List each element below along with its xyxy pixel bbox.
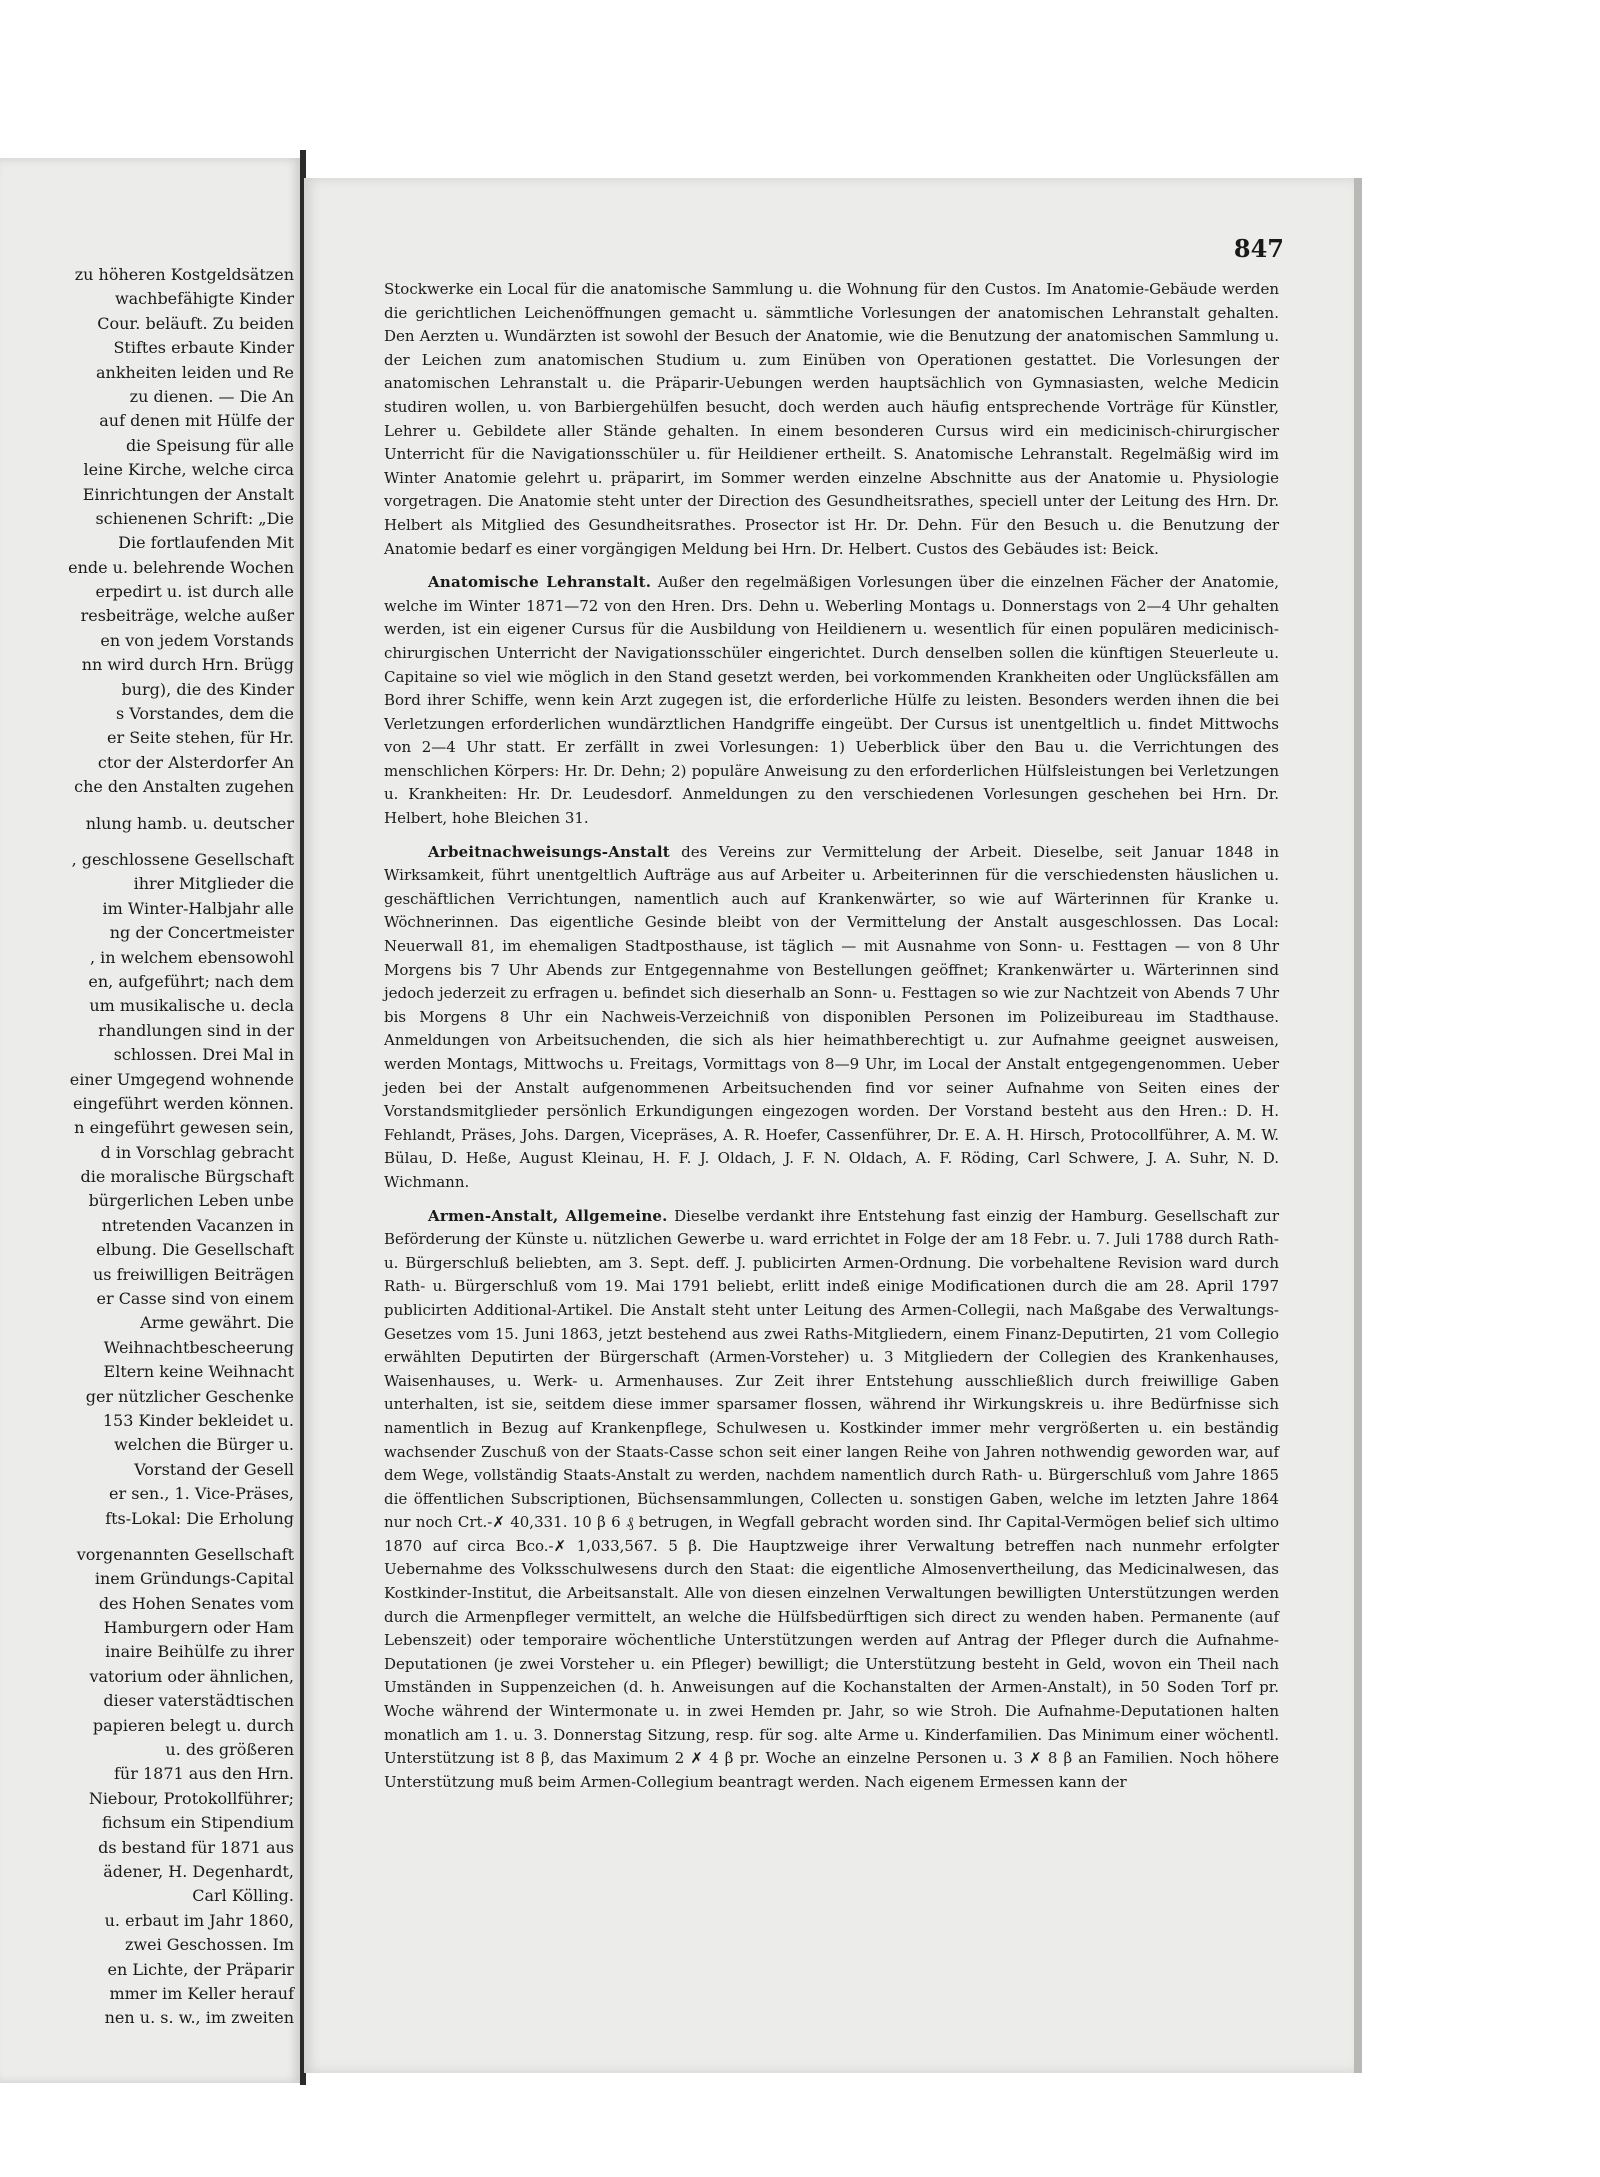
text-line: zu dienen. — Die An	[129, 386, 294, 406]
text-line: um musikalische u. decla	[89, 996, 294, 1016]
entry-heading: Armen-Anstalt, Allgemeine.	[428, 1206, 668, 1225]
text-line: Eltern keine Weihnacht	[103, 1362, 294, 1382]
entry-paragraph	[384, 571, 1279, 831]
text-line: Hamburgern oder Ham	[103, 1618, 294, 1638]
text-line: bürgerlichen Leben unbe	[88, 1191, 294, 1211]
text-line: im Winter-Halbjahr alle	[102, 898, 294, 918]
line-gap	[0, 1531, 294, 1543]
text-line: vorgenannten Gesellschaft	[76, 1544, 294, 1564]
text-line: mmer im Keller herauf	[109, 1983, 294, 2003]
text-line: ctor der Alsterdorfer An	[97, 752, 294, 772]
text-line: fts-Lokal: Die Erholung	[105, 1508, 294, 1528]
page-edge-shadow	[1354, 178, 1362, 2073]
text-line: inem Gründungs-Capital	[94, 1569, 294, 1589]
text-line: inaire Beihülfe zu ihrer	[105, 1642, 294, 1662]
page-number: 847	[1233, 234, 1284, 263]
text-line: nn wird durch Hrn. Brügg	[81, 655, 294, 675]
text-line: schlossen. Drei Mal in	[113, 1045, 294, 1065]
text-line: 153 Kinder bekleidet u.	[102, 1410, 294, 1430]
text-line: welchen die Bürger u.	[114, 1435, 294, 1455]
text-line: ds bestand für 1871 aus	[98, 1837, 294, 1857]
text-line: che den Anstalten zugehen	[74, 777, 294, 797]
text-line: Niebour, Protokollführer;	[88, 1788, 294, 1808]
text-line: elbung. Die Gesellschaft	[96, 1240, 294, 1260]
text-line: Stiftes erbaute Kinder	[113, 338, 294, 358]
text-line: s Vorstandes, dem die	[115, 704, 294, 724]
line-gap	[0, 836, 294, 848]
text-line: fichsum ein Stipendium	[101, 1813, 294, 1833]
text-line: auf denen mit Hülfe der	[99, 411, 294, 431]
line-gap	[0, 800, 294, 812]
text-line: schienenen Schrift: „Die	[95, 508, 294, 528]
text-line: zu höheren Kostgeldsätzen	[74, 265, 294, 284]
entry-heading: Anatomische Lehranstalt.	[428, 573, 652, 592]
text-line: n eingeführt gewesen sein,	[74, 1118, 294, 1138]
entry-body: Dieselbe verdankt ihre Entstehung fast einzig der Hamburg. Gesellschaft zur Beförderung der Künste u. nützlichen Gewerbe u. ward errichtet in Folge der am 18 Febr. u. 7. Juli 1788 durch Rath- u. Bürgerschluß beliebten, am 3. Sept. deff. J. publicirten Armen-Ordnung. Die vorbehaltene Revision ward durch Rath- u. Bürgerschluß vom 19. Mai 1791 beliebt, erlitt indeß einige Modificationen durch die am 28. April 1797 publicirten Additional-Artikel. Die Anstalt steht unter Leitung des Armen-Collegii, nach Maßgabe des Verwaltungs-Gesetzes vom 15. Juni 1863, jetzt bestehend aus zwei Raths-Mitgliedern, einem Finanz-Deputirten, 21 vom Collegio erwählten Deputirten der Bürgerschaft (Armen-Vorsteher) u. 3 Mitgliedern der Collegien des Krankenhauses, Waisenhauses, u. Werk- u. Armenhauses. Zur Zeit ihrer Entstehung ausschließlich durch freiwillige Gaben unterhalten, ist sie, seitdem diese immer sparsamer flossen, während ihr Wirkungskreis u. ihre Bedürfnisse sich namentlich in Bezug auf Krankenpflege, Schulwesen u. Kostkinder immer mehr vergrößerten u. ein beständig wachsender Zuschuß von der Staats-Casse schon seit einer langen Reihe von Jahren nothwendig geworden war, auf dem Wege, vollständig Staats-Anstalt zu werden, nachdem namentlich durch Rath- u. Bürgerschluß vom Jahre 1865 die öffentlichen Subscriptionen, Büchsensammlungen, Collecten u. sonstigen Gaben, welche im letzten Jahre 1864 nur noch Crt.-✗ 40,331. 10 β 6 ₰ betrugen, in Wegfall gebracht worden sind. Ihr Capital-Vermögen belief sich ultimo 1870 auf circa Bco.-✗ 1,033,567. 5 β. Die Hauptzweige ihrer Verwaltung betreffen nach nunmehr erfolgter Uebernahme des Volksschulwesens durch den Staat: die eigentliche Almosenvertheilung, das Medicinalwesen, das Kostkinder-Institut, die Arbeitsanstalt. Alle von diesen einzelnen Verwaltungen bewilligten Unterstützungen werden durch die Armenpfleger vermittelt, an welche die Hülfsbedürftigen sich direct zu wenden haben. Permanente (auf Lebenszeit) oder temporaire wöchentliche Unterstützungen werden auf Antrag der Pfleger durch die Aufnahme-Deputationen (je zwei Vorsteher u. ein Pfleger) bewilligt; die Unterstützung besteht in Geld, wovon ein Theil nach Umständen in Suppenzeichen (d. h. Anweisungen auf die Kochanstalten der Armen-Anstalt), in 50 Soden Torf pr. Woche während der Wintermonate u. in zwei Hemden pr. Jahr, so wie Stroh. Die Aufnahme-Deputationen halten monatlich am 1. u. 3. Donnerstag Sitzung, resp. für sog. alte Arme u. Kinderfamilien. Das Minimum einer wöchentl. Unterstützung ist 8 β, das Maximum 2 ✗ 4 β pr. Woche an einzelne Personen u. 3 ✗ 8 β an Familien. Noch höhere Unterstützung muß beim Armen-Collegium beantragt werden. Nach eigenem Ermessen kann der	[384, 1206, 1279, 1791]
entry-paragraph	[384, 1205, 1279, 1795]
text-line: resbeiträge, welche außer	[80, 606, 294, 626]
text-line: , geschlossene Gesellschaft	[71, 849, 294, 869]
text-line: zwei Geschossen. Im	[124, 1935, 294, 1955]
text-line: ädener, H. Degenhardt,	[103, 1862, 294, 1881]
text-line: , in welchem ebensowohl	[89, 947, 294, 967]
left-column-text	[0, 263, 294, 2031]
text-line: u. des größeren	[165, 1740, 294, 1760]
text-line: us freiwilligen Beiträgen	[93, 1264, 294, 1284]
text-line: ger nützlicher Geschenke	[85, 1386, 294, 1406]
text-line: Weihnachtbescheerung	[103, 1337, 294, 1357]
text-line: ankheiten leiden und Re	[96, 362, 294, 382]
entry-body: Außer den regelmäßigen Vorlesungen über die einzelnen Fächer der Anatomie, welche im Winter 1871—72 von den Hren. Drs. Dehn u. Weberling Montags u. Donnerstags von 2—4 Uhr gehalten werden, ist ein eigener Cursus für die Ausbildung von Heildienern u. wesentlich für einen populären medicinisch-chirurgischen Unterricht der Navigationsschüler eingerichtet. Durch denselben sollen die künftigen Steuerleute u. Capitaine so viel wie möglich in den Stand gesetzt werden, bei vorkommenden Krankheiten oder Unglücksfällen am Bord ihrer Schiffe, wenn kein Arzt zugegen ist, die erforderliche Hülfe zu leisten. Besonders werden ihnen die bei Verletzungen erforderlichen wundärztlichen Handgriffe eingeübt. Der Cursus ist unentgeltlich u. findet Mittwochs von 2—4 Uhr statt. Er zerfällt in zwei Vorlesungen: 1) Ueberblick über den Bau u. die Verrichtungen des menschlichen Körpers: Hr. Dr. Dehn; 2) populäre Anweisung zu den erforderlichen Hülfsleistungen bei Verletzungen u. Krankheiten: Hr. Dr. Leudesdorf. Anmeldungen zu den verschiedenen Vorlesungen geschehen bei Hrn. Dr. Helbert, hohe Bleichen 31.	[384, 573, 1279, 828]
text-line: er Casse sind von einem	[96, 1289, 294, 1309]
text-line: des Hohen Senates vom	[98, 1593, 294, 1613]
text-line: ende u. belehrende Wochen	[68, 557, 294, 577]
text-line: ng der Concertmeister	[109, 923, 294, 943]
left-page	[0, 158, 302, 2083]
text-line: für 1871 aus den Hrn.	[114, 1764, 294, 1784]
text-line: Arme gewährt. Die	[140, 1313, 294, 1333]
text-line: die moralische Bürgschaft	[80, 1167, 294, 1187]
text-line: ihrer Mitglieder die	[133, 874, 294, 894]
text-line: Einrichtungen der Anstalt	[82, 484, 294, 504]
text-line: d in Vorschlag gebracht	[100, 1142, 294, 1162]
text-line: wachbefähigte Kinder	[114, 289, 294, 309]
text-line: dieser vaterstädtischen	[103, 1691, 294, 1711]
text-line: erpedirt u. ist durch alle	[95, 582, 294, 602]
text-line: Carl Kölling.	[192, 1886, 294, 1906]
right-page	[304, 178, 1354, 2073]
entry-body: des Vereins zur Vermittelung der Arbeit. Dieselbe, seit Januar 1848 in Wirksamkeit, führt unentgeltlich Aufträge aus auf Arbeiter u. Arbeiterinnen für die verschiedensten häuslichen u. geschäftlichen Verrichtungen, namentlich auch auf Krankenwärter, so wie auf Wärterinnen für Kranke u. Wöchnerinnen. Das eigentliche Gesinde bleibt von der Vermittelung der Anstalt ausgeschlossen. Das Local: Neuerwall 81, im ehemaligen Stadtposthause, ist täglich — mit Ausnahme von Sonn- u. Festtagen — von 8 Uhr Morgens bis 7 Uhr Abends zur Entgegennahme von Bestellungen geöffnet; Krankenwärter u. Wärterinnen sind jedoch jederzeit zu erfragen u. befindet sich dieserhalb an Sonn- u. Festtagen so wie zur Nachtzeit von Abends 7 Uhr bis Morgens 8 Uhr ein Nachweis-Verzeichniß von disponiblen Personen im Polizeibureau im Stadthause. Anmeldungen von Arbeitsuchenden, die sich als hier heimathberechtigt u. zur Aufnahme geeignet ausweisen, werden Montags, Mittwochs u. Freitags, Vormittags von 8—9 Uhr, im Local der Anstalt entgegengenommen. Ueber jeden bei der Anstalt aufgenommenen Arbeitsuchenden find vor seiner Aufnahme von Seiten eines der Vorstandsmitglieder persönlich Erkundigungen eingezogen worden. Der Vorstand besteht aus den Hren.: D. H. Fehlandt, Präses, Johs. Dargen, Vicepräses, A. R. Hoefer, Cassenführer, Dr. E. A. H. Hirsch, Protocollführer, A. M. W. Bülau, D. Heße, August Kleinau, H. F. J. Oldach, J. F. N. Oldach, A. F. Röding, Carl Schwere, J. A. Suhr, N. D. Wichmann.	[384, 842, 1279, 1191]
entry-body: Stockwerke ein Local für die anatomische Sammlung u. die Wohnung für den Custos. Im Anatomie-Gebäude werden die gerichtlichen Leichenöffnungen gemacht u. sämmtliche Vorlesungen der anatomischen Lehranstalt gehalten. Den Aerzten u. Wundärzten ist sowohl der Besuch der Anatomie, wie die Benutzung der anatomischen Sammlung u. der Leichen zum anatomischen Studium u. zum Einüben von Operationen gestattet. Die Vorlesungen der anatomischen Lehranstalt u. die Präparir-Uebungen werden hauptsächlich von Gymnasiasten, welche Medicin studiren wollen, u. von Barbiergehülfen besucht, doch werden auch häufig entsprechende Vorträge für Künstler, Lehrer u. Gebildete aller Stände gehalten. In einem besonderen Cursus wird ein medicinisch-chirurgischer Unterricht für die Navigationsschüler u. für Heildiener ertheilt. S. Anatomische Lehranstalt. Regelmäßig wird im Winter Anatomie gelehrt u. präparirt, im Sommer werden einzelne Abschnitte aus der Anatomie u. Physiologie vorgetragen. Die Anatomie steht unter der Direction des Gesundheitsrathes, speciell unter der Leitung des Hrn. Dr. Helbert als Mitglied des Gesundheitsrathes. Prosector ist Hr. Dr. Dehn. Für den Besuch u. die Benutzung der Anatomie bedarf es einer vorgängigen Meldung bei Hrn. Dr. Helbert. Custos des Gebäudes ist: Beick.	[384, 280, 1279, 558]
text-line: burg), die des Kinder	[121, 679, 294, 699]
text-line: eingeführt werden können.	[72, 1093, 294, 1113]
text-line: er Seite stehen, für Hr.	[107, 728, 294, 748]
text-line: er sen., 1. Vice-Präses,	[109, 1484, 294, 1504]
right-column-text	[384, 278, 1279, 1804]
text-line: en, aufgeführt; nach dem	[88, 971, 294, 991]
text-line: Cour. beläuft. Zu beiden	[97, 313, 294, 333]
text-line: leine Kirche, welche circa	[83, 460, 294, 480]
text-line: Vorstand der Gesell	[134, 1459, 294, 1479]
entry-heading: Arbeitnachweisungs-Anstalt	[428, 842, 670, 861]
entry-paragraph	[384, 841, 1279, 1195]
text-line: vatorium oder ähnlichen,	[89, 1666, 294, 1686]
entry-paragraph	[384, 278, 1279, 561]
text-line: nlung hamb. u. deutscher	[85, 813, 294, 833]
text-line: Die fortlaufenden Mit	[118, 533, 294, 553]
text-line: nen u. s. w., im zweiten	[104, 2008, 294, 2028]
text-line: ntretenden Vacanzen in	[101, 1215, 294, 1235]
text-line: die Speisung für alle	[125, 435, 294, 455]
text-line: papieren belegt u. durch	[92, 1715, 294, 1735]
text-line: einer Umgegend wohnende	[69, 1069, 294, 1089]
text-line: rhandlungen sind in der	[98, 1020, 294, 1040]
text-line: u. erbaut im Jahr 1860,	[104, 1910, 294, 1930]
text-line: en von jedem Vorstands	[100, 630, 294, 650]
text-line: en Lichte, der Präparir	[107, 1959, 294, 1979]
